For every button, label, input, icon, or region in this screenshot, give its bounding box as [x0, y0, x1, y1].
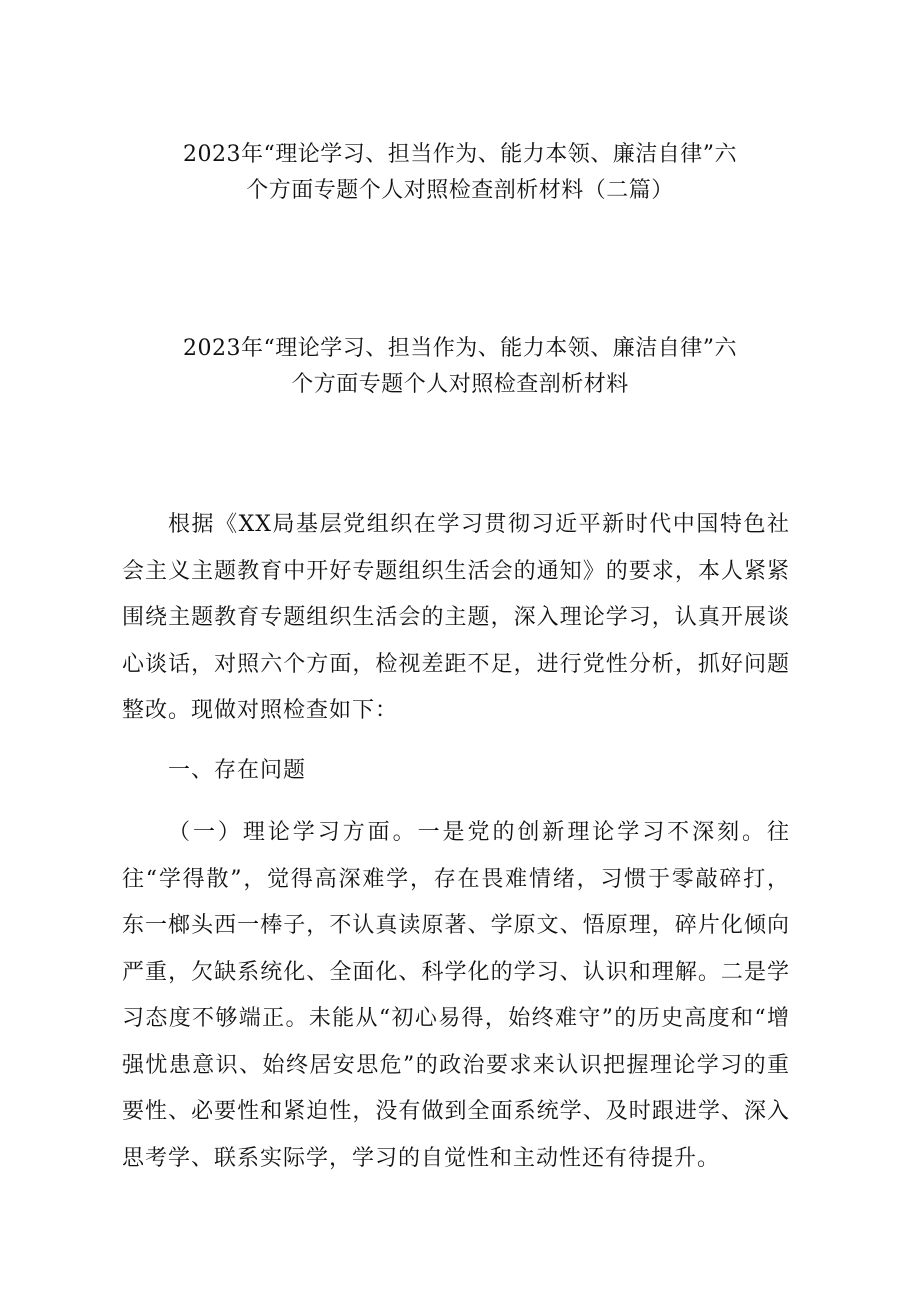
section-heading-block — [122, 748, 790, 795]
sub-title-line-1: 2023年“理论学习、担当作为、能力本领、廉洁自律”六 — [183, 336, 737, 361]
document-main-title — [130, 137, 790, 209]
intro-paragraph-block — [122, 502, 790, 735]
section-paragraph: （一）理论学习方面。一是党的创新理论学习不深刻。往往“学得散”，觉得高深难学，存在畏难情绪，习惯于零敲碎打，东一榔头西一棒子，不认真读原著、学原文、悟原理，碎片化倾向严重，欠缺系统化、全面化、科学化的学习、认识和理解。二是学习态度不够端正。未能从“初心易得，始终难守”的历史高度和“增强忧患意识、始终居安思危”的政治要求来认识把握理论学习的重要性、必要性和紧迫性，没有做到全面系统学、及时跟进学、深入思考学、联系实际学，学习的自觉性和主动性还有待提升。 — [122, 820, 790, 1171]
sub-title-line-2: 个方面专题个人对照检查剖析材料 — [291, 372, 629, 397]
document-sub-title — [130, 331, 790, 403]
section-heading: 一、存在问题 — [168, 758, 307, 783]
main-title-line-2: 个方面专题个人对照检查剖析材料（二篇） — [246, 178, 674, 203]
intro-paragraph: 根据《XX局基层党组织在学习贯彻习近平新时代中国特色社会主义主题教育中开好专题组织生活会的通知》的要求，本人紧紧围绕主题教育专题组织生活会的主题，深入理论学习，认真开展谈心谈话，对照六个方面，检视差距不足，进行党性分析，抓好问题整改。现做对照检查如下： — [122, 512, 790, 723]
section-paragraph-block — [122, 810, 790, 1182]
main-title-line-1: 2023年“理论学习、担当作为、能力本领、廉洁自律”六 — [183, 142, 737, 167]
